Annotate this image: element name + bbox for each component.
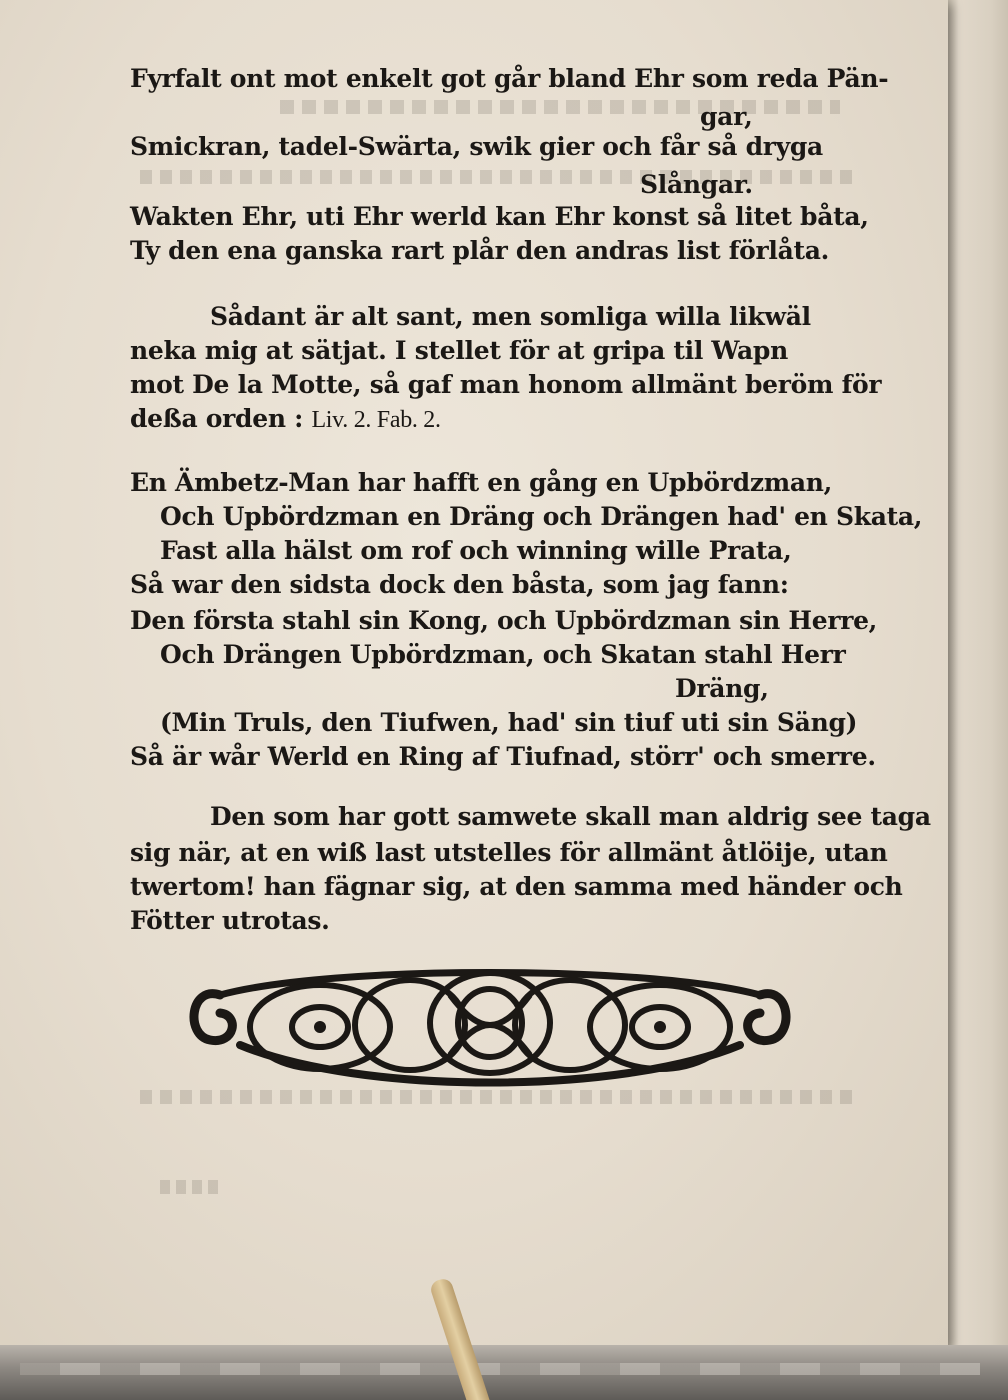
verse-line: Smickran, tadel-Swärta, swik gier och får så dryga xyxy=(130,132,823,161)
show-through-bleed xyxy=(160,1180,220,1194)
verse-line: Så är wår Werld en Ring af Tiufnad, störr' och smerre. xyxy=(130,742,876,771)
book-shelf-bottom xyxy=(0,1345,1008,1400)
ornament-dot xyxy=(654,1021,666,1033)
verse-line: Och Upbördzman en Dräng och Drängen had' en Skata, xyxy=(160,502,923,531)
prose-line: Sådant är alt sant, men somliga willa likwäl xyxy=(210,302,811,331)
show-through-bleed xyxy=(280,100,840,114)
prose-line: twertom! han fägnar sig, at den samma med händer och xyxy=(130,872,903,901)
ornament-right-curl xyxy=(748,994,786,1041)
verse-line: Fast alla hälst om rof och winning wille Prata, xyxy=(160,536,792,565)
verse-line: (Min Truls, den Tiufwen, had' sin tiuf uti sin Säng) xyxy=(160,708,858,737)
verse-line-continuation: Slångar. xyxy=(640,170,753,199)
verse-line: Ty den ena ganska rart plår den andras list förlåta. xyxy=(130,236,830,265)
verse-line-continuation: Dräng, xyxy=(675,674,769,703)
verse-line-continuation: gar, xyxy=(700,102,753,131)
prose-line: mot De la Motte, så gaf man honom allmänt beröm för xyxy=(130,370,882,399)
prose-line: neka mig at sätjat. I stellet för at gripa til Wapn xyxy=(130,336,788,365)
verse-line: Wakten Ehr, uti Ehr werld kan Ehr konst så litet båta, xyxy=(130,202,869,231)
fable-reference: Liv. 2. Fab. 2. xyxy=(311,407,441,433)
verse-line: Fyrfalt ont mot enkelt got går bland Ehr som reda Pän- xyxy=(130,64,889,93)
prose-line: sig när, at en wiß last utstelles för allmänt åtlöije, utan xyxy=(130,838,888,867)
printers-ornament xyxy=(180,965,800,1090)
show-through-bleed xyxy=(140,1090,860,1104)
prose-line-text: deßa orden : xyxy=(130,404,304,433)
verse-line: Och Drängen Upbördzman, och Skatan stahl Herr xyxy=(160,640,846,669)
verse-line: Den första stahl sin Kong, och Upbördzman sin Herre, xyxy=(130,606,878,635)
ornament-dot xyxy=(314,1021,326,1033)
ornament-lower-sweep xyxy=(240,1045,740,1083)
adjacent-page-edge xyxy=(944,0,1008,1352)
prose-line: Fötter utrotas. xyxy=(130,906,330,935)
measuring-strip xyxy=(20,1363,980,1375)
prose-line: Den som har gott samwete skall man aldrig see taga xyxy=(210,802,931,831)
ornament-left-curl xyxy=(194,994,232,1041)
verse-line: Så war den sidsta dock den båsta, som jag fann: xyxy=(130,570,789,599)
prose-line xyxy=(130,402,441,436)
verse-line: En Ämbetz-Man har hafft en gång en Upbördzman, xyxy=(130,468,833,497)
